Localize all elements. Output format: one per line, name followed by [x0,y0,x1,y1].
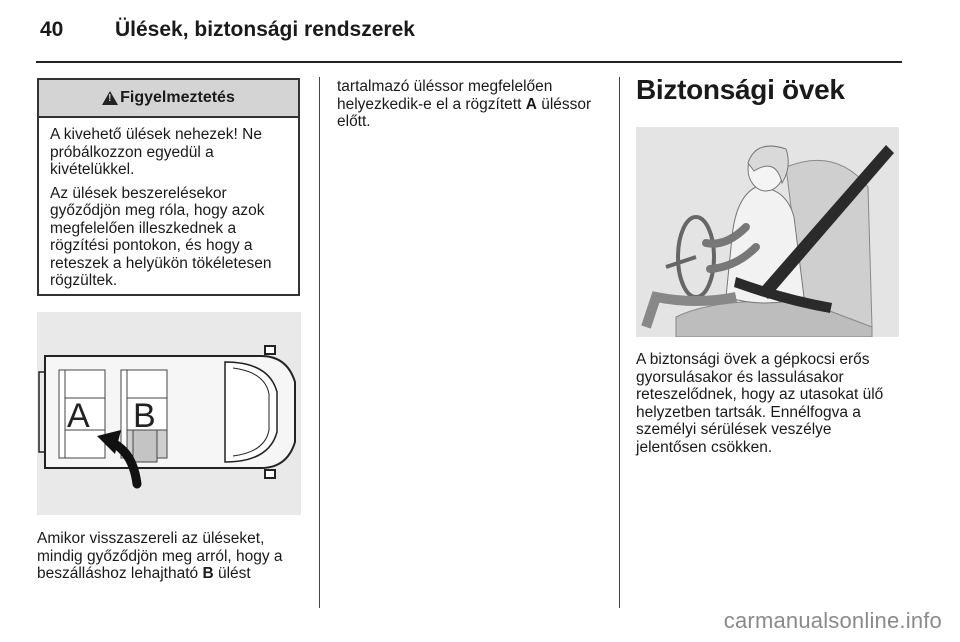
seatbelt-paragraph: A biztonsági övek a gépkocsi erős gyorsulásakor és lassulásakor reteszelődnek, hogy az utasokat ülő helyzetben tartsák. Ennélfogva a személyi sérülések veszélye jelentősen csökken. [636,351,884,456]
warning-header [39,80,298,118]
watermark: carmanualsonline.info [723,608,942,633]
warning-paragraph: A kivehető ülések nehezek! Ne próbálkozzon egyedül a kivételükkel. [50,126,262,178]
column-1-paragraph: Amikor visszaszereli az üléseket, mindig győződjön meg arról, hogy a beszálláshoz lehajtható B ülést [37,530,283,582]
column-divider-1 [319,77,320,608]
warning-paragraph: Az ülések beszerelésekor győződjön meg róla, hogy azok megfelelően illeszkednek a rögzítési pontokon, és hogy a reteszek a helyükön tökéletesen rögzültek. [50,184,272,289]
page-number: 40 [40,18,64,41]
seat-row-a-label: A [67,397,90,435]
seatbelt-figure [636,127,899,337]
column-2-paragraph: tartalmazó üléssor megfelelően helyezkedik-e el a rögzített A üléssor előtt. [337,78,592,130]
van-seating-figure [37,312,301,515]
seat-row-b-label: B [133,397,156,435]
header-rule [36,61,902,63]
seatbelt-illustration [636,127,899,337]
warning-icon [102,91,118,105]
page-header [40,18,415,48]
column-divider-2 [619,77,620,608]
warning-body [39,118,298,290]
van-seating-illustration [37,312,301,515]
warning-title: Figyelmeztetés [120,89,235,106]
page-title: Ülések, biztonsági rendszerek [115,18,415,41]
warning-box [37,78,300,296]
section-title: Biztonsági övek [636,74,845,105]
